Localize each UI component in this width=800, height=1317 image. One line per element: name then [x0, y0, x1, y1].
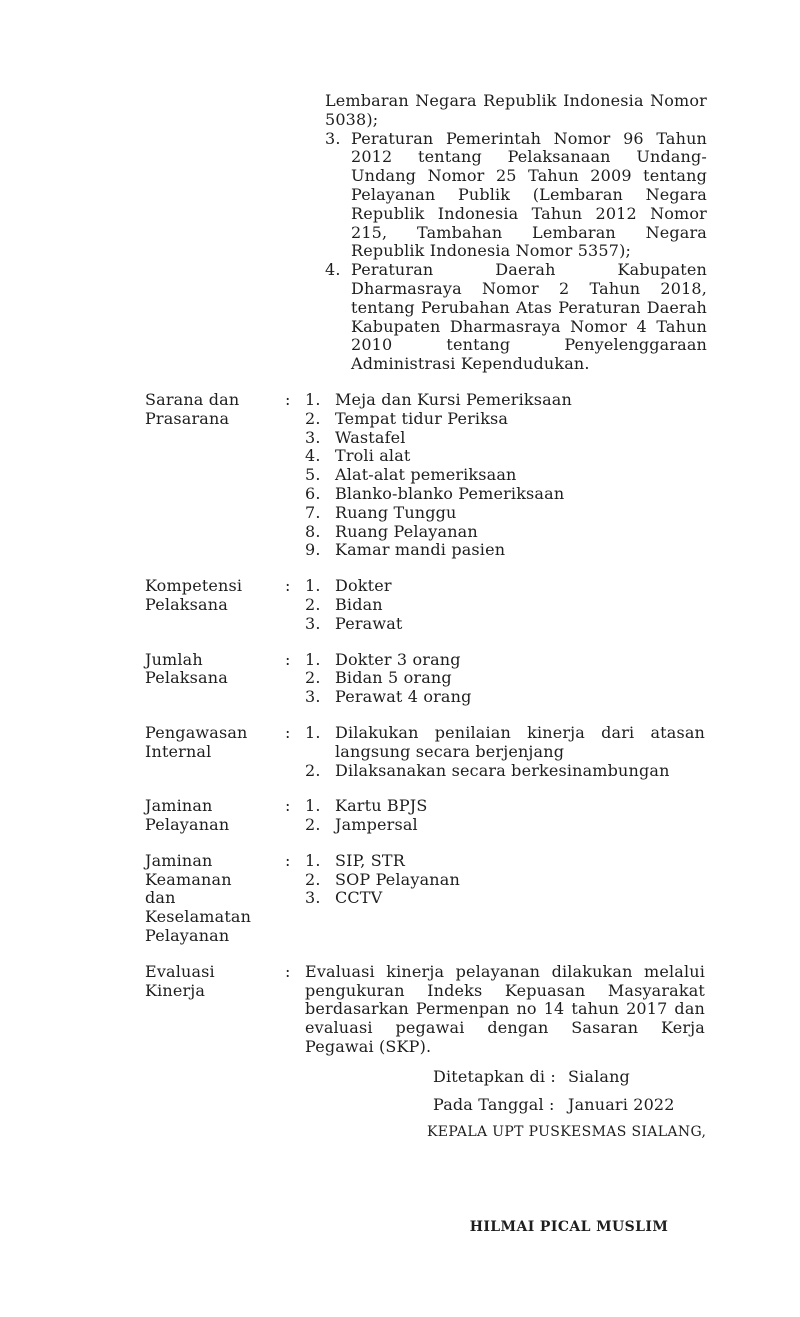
place-value: Sialang [568, 1066, 630, 1086]
list-item-text: Dokter 3 orang [335, 649, 461, 669]
list-item-number [305, 724, 335, 762]
list-item-number [305, 889, 335, 908]
list-item-text: SOP Pelayanan [335, 869, 460, 889]
section-sarana-dan-prasarana [145, 391, 705, 560]
section-content [305, 852, 705, 946]
list-item-number [305, 816, 335, 835]
place-label: Ditetapkan di : [433, 1066, 556, 1086]
legal-item [325, 130, 707, 262]
section-content [305, 651, 705, 707]
legal-item-number: 4. [325, 260, 341, 280]
list-item-number [305, 410, 335, 429]
list-item [305, 410, 705, 429]
list-item-text: SIP, STR [335, 850, 405, 870]
list-item-number [305, 466, 335, 485]
list-item [305, 871, 705, 890]
jaminan-pelayanan-list [305, 797, 705, 835]
section-content [305, 577, 705, 633]
section-content [305, 391, 705, 560]
legal-items-list [325, 130, 707, 374]
signature-block [427, 1066, 713, 1237]
list-item [305, 797, 705, 816]
section-label: Sarana dan Prasarana [145, 389, 240, 428]
legal-continuation-text: Lembaran Negara Republik Indonesia Nomor 5038); [325, 91, 707, 129]
list-item [305, 466, 705, 485]
list-item-text: Tempat tidur Periksa [335, 408, 509, 428]
list-item-text: Bidan 5 orang [335, 668, 452, 688]
list-item-number [305, 852, 335, 871]
list-item-text: Ruang Tunggu [335, 502, 457, 522]
list-item-number [305, 504, 335, 523]
list-item-number [305, 391, 335, 410]
section-label: Jaminan Keamanan dan Keselamatan Pelayanan [145, 850, 252, 946]
list-item-number [305, 871, 335, 890]
list-item [305, 577, 705, 596]
kompetensi-list [305, 577, 705, 633]
legal-item-number: 3. [325, 128, 341, 148]
list-item-number [305, 523, 335, 542]
list-item-number [305, 797, 335, 816]
list-item [305, 688, 705, 707]
list-item [305, 596, 705, 615]
section-colon: : [285, 576, 291, 596]
list-item-text: Dilakukan penilaian kinerja dari atasan langsung secara berjenjang [335, 722, 705, 761]
section-jaminan-pelayanan [145, 797, 705, 835]
list-item [305, 541, 705, 560]
section-colon: : [285, 961, 291, 981]
section-colon: : [285, 389, 291, 409]
list-item-text: Dokter [335, 576, 392, 596]
list-item [305, 523, 705, 542]
list-item [305, 485, 705, 504]
list-item-text: CCTV [335, 888, 383, 908]
section-label: Evaluasi Kinerja [145, 961, 215, 1000]
list-item [305, 651, 705, 670]
list-item [305, 447, 705, 466]
list-item [305, 391, 705, 410]
section-label: Pengawasan Internal [145, 722, 248, 761]
signer-title: KEPALA UPT PUSKESMAS SIALANG, [427, 1123, 707, 1140]
list-item-text: Troli alat [335, 446, 411, 466]
list-item-number [305, 596, 335, 615]
list-item [305, 429, 705, 448]
list-item [305, 816, 705, 835]
list-item-number [305, 651, 335, 670]
section-label: Jaminan Pelayanan [145, 796, 230, 835]
list-item-text: Blanko-blanko Pemeriksaan [335, 483, 565, 503]
section-colon: : [285, 649, 291, 669]
list-item [305, 504, 705, 523]
list-item-number [305, 577, 335, 596]
section-label: Jumlah Pelaksana [145, 649, 228, 688]
pengawasan-list [305, 724, 705, 780]
list-item-number [305, 485, 335, 504]
list-item-text: Meja dan Kursi Pemeriksaan [335, 389, 572, 409]
section-pengawasan-internal [145, 724, 705, 780]
sarana-list [305, 391, 705, 560]
list-item [305, 615, 705, 634]
list-item-number [305, 429, 335, 448]
list-item-number [305, 447, 335, 466]
section-colon: : [285, 796, 291, 816]
list-item-text: Wastafel [335, 427, 406, 447]
list-item-text: Dilaksanakan secara berkesinambungan [335, 760, 670, 780]
signer-name: HILMAI PICAL MUSLIM [469, 1218, 669, 1235]
section-jaminan-keamanan [145, 852, 705, 946]
list-item-number [305, 541, 335, 560]
list-item [305, 724, 705, 762]
jaminan-keamanan-list [305, 852, 705, 908]
list-item [305, 852, 705, 871]
list-item-text: Kamar mandi pasien [335, 540, 506, 560]
list-item [305, 669, 705, 688]
legal-item [325, 261, 707, 374]
list-item-text: Perawat 4 orang [335, 687, 472, 707]
list-item [305, 889, 705, 908]
list-item-text: Jampersal [335, 815, 418, 835]
list-item-number [305, 762, 335, 781]
list-item-text: Bidan [335, 594, 383, 614]
legal-item-text: Peraturan Daerah Kabupaten Dharmasraya Nomor 2 Tahun 2018, tentang Perubahan Atas Peraturan Daerah Kabupaten Dharmasraya Nomor 4 Tahun 2010 tentang Penyelenggaraan Administrasi Kependudukan. [351, 260, 707, 374]
list-item-text: Perawat [335, 613, 403, 633]
signature-place-row [433, 1067, 713, 1086]
list-item-text: Kartu BPJS [335, 796, 428, 816]
list-item [305, 762, 705, 781]
section-content [305, 963, 705, 1057]
section-label: Kompetensi Pelaksana [145, 576, 243, 614]
list-item-text: Alat-alat pemeriksaan [335, 465, 517, 485]
section-content [305, 797, 705, 835]
section-jumlah-pelaksana [145, 651, 705, 707]
section-content [305, 724, 705, 780]
list-item-text: Ruang Pelayanan [335, 521, 478, 541]
section-colon: : [285, 850, 291, 870]
date-value: Januari 2022 [568, 1094, 675, 1114]
section-kompetensi-pelaksana [145, 577, 705, 633]
legal-basis-section [325, 92, 707, 374]
legal-item-text: Peraturan Pemerintah Nomor 96 Tahun 2012 tentang Pelaksanaan Undang-Undang Nomor 25 Tahun 2009 tentang Pelayanan Publik (Lembaran Negara Republik Indonesia Tahun 2012 Nomor 215, Tambahan Lembaran Negara Republik Indonesia Nomor 5357); [351, 128, 707, 261]
signature-date-row [433, 1095, 713, 1114]
date-label: Pada Tanggal : [433, 1094, 555, 1114]
jumlah-list [305, 651, 705, 707]
list-item-number [305, 615, 335, 634]
list-item-number [305, 688, 335, 707]
section-evaluasi-kinerja [145, 963, 705, 1057]
section-colon: : [285, 722, 291, 742]
list-item-number [305, 669, 335, 688]
evaluasi-paragraph: Evaluasi kinerja pelayanan dilakukan melalui pengukuran Indeks Kepuasan Masyarakat berdasarkan Permenpan no 14 tahun 2017 dan evaluasi pegawai dengan Sasaran Kerja Pegawai (SKP). [305, 961, 705, 1057]
